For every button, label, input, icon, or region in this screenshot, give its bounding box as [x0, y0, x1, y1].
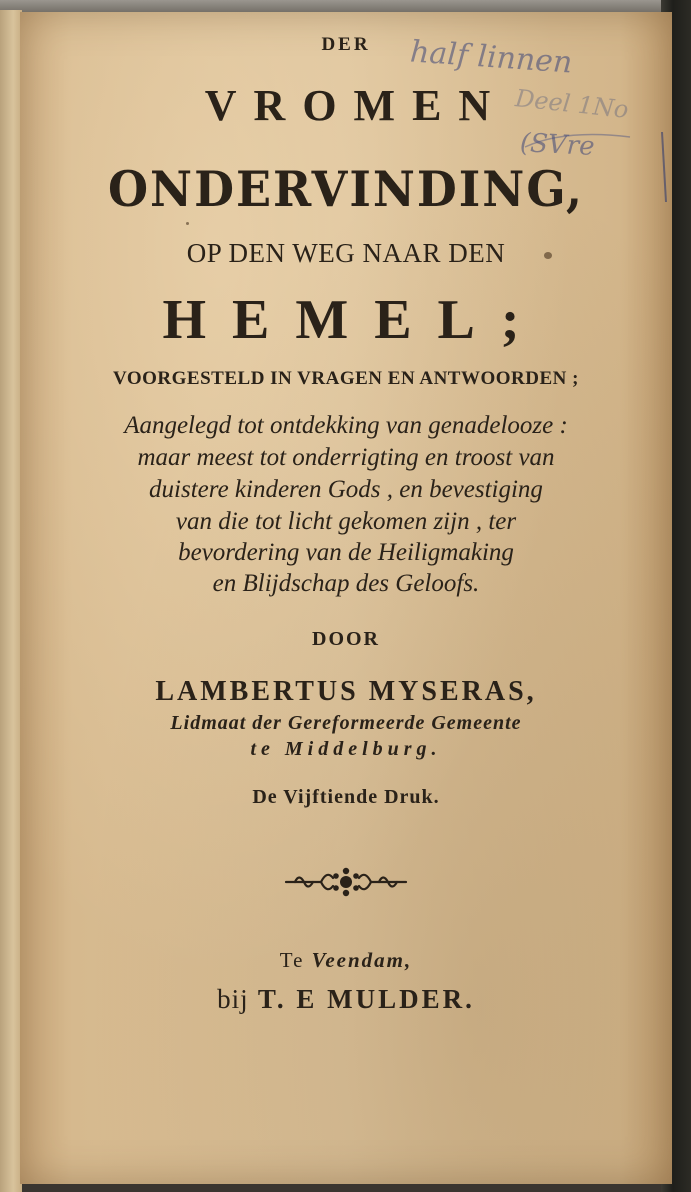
title-ondervinding: ONDERVINDING,: [107, 160, 585, 218]
ink-spot: [544, 252, 552, 259]
place-name: Veendam,: [311, 948, 413, 972]
title-page: [20, 12, 672, 1184]
title-der: DER: [321, 34, 371, 55]
edition: De Vijftiende Druk.: [252, 786, 440, 808]
description-line: bevordering van de Heiligmaking: [178, 539, 514, 566]
by-label: DOOR: [312, 628, 380, 650]
ink-spot: [186, 222, 189, 225]
description-line: van die tot licht gekomen zijn , ter: [175, 508, 517, 535]
subtitle-op-den-weg: OP DEN WEG NAAR DEN: [186, 238, 506, 268]
page-edge: [0, 10, 22, 1192]
author-affiliation: Lidmaat der Gereformeerde Gemeente: [170, 712, 522, 734]
description-line: Aangelegd tot ontdekking van genadelooze :: [124, 412, 568, 439]
handwriting-line-2: Deel 1No: [513, 84, 630, 124]
handwriting-line-1: half linnen: [408, 34, 574, 81]
place-te: Te: [279, 948, 305, 972]
title-vromen: VROMEN: [204, 81, 508, 130]
description-line: duistere kinderen Gods , en bevestiging: [149, 476, 543, 503]
subtitle-voorgesteld: VOORGESTELD IN VRAGEN EN ANTWOORDEN ;: [113, 368, 579, 389]
printer: [20, 984, 672, 1015]
handwriting-line-3: (SVre: [519, 128, 596, 162]
author-name: LAMBERTUS MYSERAS,: [155, 676, 537, 707]
author-city: te Middelburg.: [250, 738, 442, 760]
printer-bij: bij: [217, 984, 249, 1014]
title-hemel: HEMEL;: [162, 289, 546, 351]
printer-name: T. E MULDER.: [257, 984, 475, 1014]
description-line: maar meest tot onderrigting en troost van: [137, 444, 555, 471]
ornament-icon: [20, 864, 672, 905]
description-line: en Blijdschap des Geloofs.: [212, 570, 480, 597]
place-of-publication: [20, 948, 672, 973]
